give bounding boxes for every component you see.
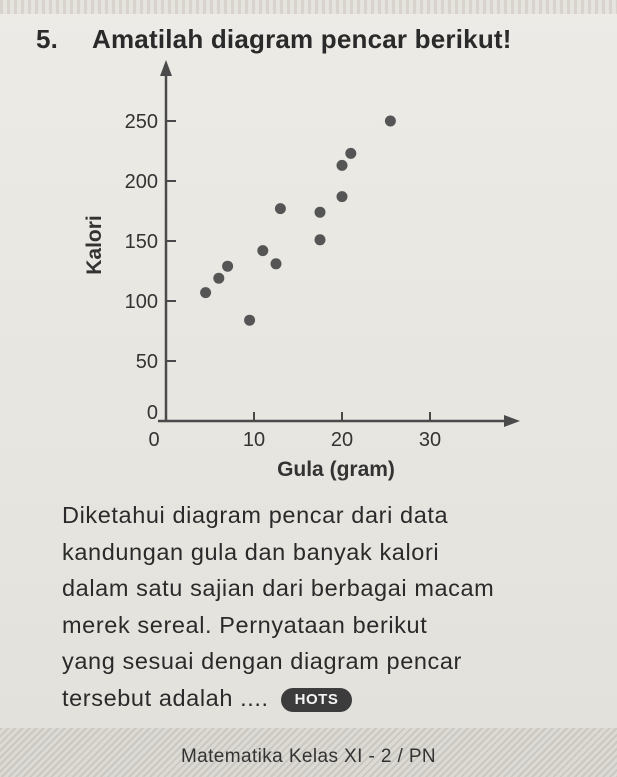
paragraph-line: Diketahui diagram pencar dari data — [62, 502, 449, 528]
x-tick-label: 10 — [242, 429, 266, 451]
x-tick-label: 30 — [418, 429, 442, 451]
page-footer: Matematika Kelas XI - 2 / PN — [180, 746, 437, 767]
question-paragraph — [62, 497, 562, 716]
data-point — [345, 148, 356, 159]
paragraph-line: yang sesuai dengan diagram pencar — [62, 648, 462, 674]
x-tick-label: 20 — [330, 429, 354, 451]
paragraph-last-line — [62, 680, 562, 717]
y-tick-group — [125, 111, 176, 424]
data-point — [244, 315, 255, 326]
y-axis-arrow — [160, 60, 172, 76]
data-point — [213, 273, 224, 284]
data-point — [315, 234, 326, 245]
hots-badge: HOTS — [281, 688, 353, 712]
data-point — [257, 245, 268, 256]
question-number: 5. — [36, 24, 59, 54]
question-text: Amatilah diagram pencar berikut! — [92, 24, 512, 54]
data-point — [275, 203, 286, 214]
y-tick-label: 200 — [124, 171, 158, 193]
y-tick-label: 150 — [124, 231, 158, 253]
paragraph-line: kandungan gula dan banyak kalori — [62, 538, 440, 565]
data-point — [385, 116, 396, 127]
data-point — [222, 261, 233, 272]
y-tick-label: 100 — [124, 291, 158, 313]
data-point — [271, 258, 282, 269]
data-point — [337, 160, 348, 171]
x-tick-label: 0 — [148, 429, 160, 451]
paragraph-line: merek sereal. Pernyataan berikut — [62, 611, 428, 638]
y-tick-label: 50 — [135, 351, 158, 373]
x-tick-group — [148, 412, 441, 451]
y-axis-label: Kalori — [83, 215, 106, 275]
y-tick-label: 250 — [124, 111, 158, 133]
x-axis-label: Gula (gram) — [277, 458, 395, 481]
data-point — [200, 287, 211, 298]
data-point — [337, 191, 348, 202]
point-group — [200, 116, 396, 326]
data-point — [315, 207, 326, 218]
y-tick-label: 0 — [146, 402, 158, 424]
x-axis-arrow — [504, 415, 520, 427]
paragraph-last-text: tersebut adalah .... — [62, 684, 269, 711]
paragraph-line: dalam satu sajian dari berbagai macam — [62, 575, 495, 601]
